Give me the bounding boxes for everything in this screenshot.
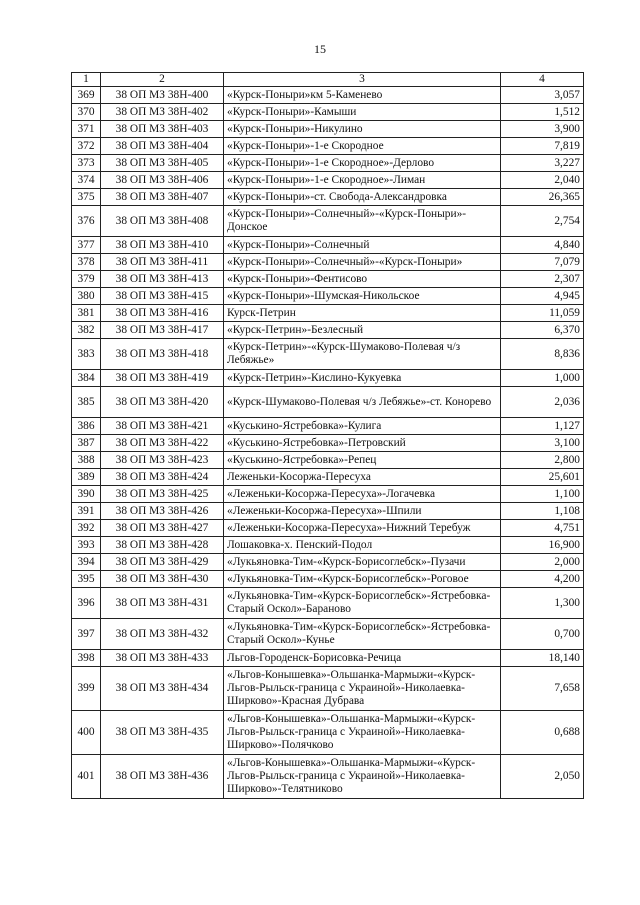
- road-length-cell: 1,000: [501, 370, 584, 387]
- road-length-cell: 26,365: [501, 189, 584, 206]
- road-name-cell: Леженьки-Косоржа-Пересуха: [224, 469, 501, 486]
- road-name-cell: «Курск-Поныри»км 5-Каменево: [224, 87, 501, 104]
- road-name-cell: «Курск-Поныри»-Фентисово: [224, 271, 501, 288]
- row-number-cell: 397: [72, 619, 101, 650]
- table-row: [72, 305, 584, 322]
- road-length-cell: 7,658: [501, 667, 584, 711]
- road-code-cell: 38 ОП МЗ 38Н-424: [101, 469, 224, 486]
- row-number-cell: 375: [72, 189, 101, 206]
- row-number-cell: 394: [72, 554, 101, 571]
- table-row: [72, 469, 584, 486]
- row-number-cell: 369: [72, 87, 101, 104]
- table-row: [72, 520, 584, 537]
- road-name-cell: «Куськино-Ястребовка»-Петровский: [224, 435, 501, 452]
- road-length-cell: 3,057: [501, 87, 584, 104]
- road-name-cell: «Лукьяновка-Тим-«Курск-Борисоглебск»-Ястребовка-Старый Оскол»-Кунье: [224, 619, 501, 650]
- road-code-cell: 38 ОП МЗ 38Н-423: [101, 452, 224, 469]
- road-name-cell: «Леженьки-Косоржа-Пересуха»-Логачевка: [224, 486, 501, 503]
- road-code-cell: 38 ОП МЗ 38Н-405: [101, 155, 224, 172]
- road-name-cell: «Курск-Поныри»-Никулино: [224, 121, 501, 138]
- road-name-cell: «Курск-Поныри»-1-е Скородное»-Лиман: [224, 172, 501, 189]
- road-code-cell: 38 ОП МЗ 38Н-417: [101, 322, 224, 339]
- table-row: [72, 155, 584, 172]
- road-length-cell: 2,040: [501, 172, 584, 189]
- road-code-cell: 38 ОП МЗ 38Н-411: [101, 254, 224, 271]
- column-header-length: 4: [501, 73, 584, 87]
- road-code-cell: 38 ОП МЗ 38Н-425: [101, 486, 224, 503]
- road-code-cell: 38 ОП МЗ 38Н-429: [101, 554, 224, 571]
- table-row: [72, 339, 584, 370]
- table-row: [72, 418, 584, 435]
- road-code-cell: 38 ОП МЗ 38Н-428: [101, 537, 224, 554]
- table-row: [72, 711, 584, 755]
- road-name-cell: «Льгов-Конышевка»-Ольшанка-Мармыжи-«Курск-Льгов-Рыльск-граница с Украиной»-Николаевка-Ширково»-Красная Дубрава: [224, 667, 501, 711]
- road-code-cell: 38 ОП МЗ 38Н-431: [101, 588, 224, 619]
- table-row: [72, 370, 584, 387]
- road-length-cell: 18,140: [501, 650, 584, 667]
- table-row: [72, 667, 584, 711]
- road-code-cell: 38 ОП МЗ 38Н-426: [101, 503, 224, 520]
- table-row: [72, 254, 584, 271]
- road-length-cell: 1,100: [501, 486, 584, 503]
- road-length-cell: 2,050: [501, 755, 584, 799]
- road-code-cell: 38 ОП МЗ 38Н-420: [101, 387, 224, 418]
- row-number-cell: 396: [72, 588, 101, 619]
- road-name-cell: «Курск-Поныри»-1-е Скородное»-Дерлово: [224, 155, 501, 172]
- table-row: [72, 503, 584, 520]
- road-code-cell: 38 ОП МЗ 38Н-403: [101, 121, 224, 138]
- table-row: [72, 104, 584, 121]
- road-code-cell: 38 ОП МЗ 38Н-430: [101, 571, 224, 588]
- table-row: [72, 237, 584, 254]
- road-code-cell: 38 ОП МЗ 38Н-416: [101, 305, 224, 322]
- road-name-cell: «Куськино-Ястребовка»-Кулига: [224, 418, 501, 435]
- road-code-cell: 38 ОП МЗ 38Н-400: [101, 87, 224, 104]
- road-name-cell: «Лукьяновка-Тим-«Курск-Борисоглебск»-Роговое: [224, 571, 501, 588]
- road-length-cell: 4,840: [501, 237, 584, 254]
- row-number-cell: 374: [72, 172, 101, 189]
- road-name-cell: «Курск-Поныри»-1-е Скородное: [224, 138, 501, 155]
- road-name-cell: «Курск-Петрин»-Безлесный: [224, 322, 501, 339]
- road-length-cell: 0,688: [501, 711, 584, 755]
- column-header-name: 3: [224, 73, 501, 87]
- row-number-cell: 372: [72, 138, 101, 155]
- road-code-cell: 38 ОП МЗ 38Н-436: [101, 755, 224, 799]
- road-name-cell: Лошаковка-х. Пенский-Подол: [224, 537, 501, 554]
- road-code-cell: 38 ОП МЗ 38Н-421: [101, 418, 224, 435]
- road-name-cell: «Лукьяновка-Тим-«Курск-Борисоглебск»-Ястребовка-Старый Оскол»-Бараново: [224, 588, 501, 619]
- row-number-cell: 380: [72, 288, 101, 305]
- road-code-cell: 38 ОП МЗ 38Н-419: [101, 370, 224, 387]
- row-number-cell: 373: [72, 155, 101, 172]
- table-row: [72, 138, 584, 155]
- road-code-cell: 38 ОП МЗ 38Н-410: [101, 237, 224, 254]
- road-name-cell: «Куськино-Ястребовка»-Репец: [224, 452, 501, 469]
- row-number-cell: 399: [72, 667, 101, 711]
- row-number-cell: 398: [72, 650, 101, 667]
- row-number-cell: 391: [72, 503, 101, 520]
- row-number-cell: 377: [72, 237, 101, 254]
- road-length-cell: 16,900: [501, 537, 584, 554]
- table-body: [72, 87, 584, 799]
- road-length-cell: 1,127: [501, 418, 584, 435]
- road-code-cell: 38 ОП МЗ 38Н-404: [101, 138, 224, 155]
- road-code-cell: 38 ОП МЗ 38Н-433: [101, 650, 224, 667]
- road-code-cell: 38 ОП МЗ 38Н-407: [101, 189, 224, 206]
- row-number-cell: 383: [72, 339, 101, 370]
- row-number-cell: 389: [72, 469, 101, 486]
- road-code-cell: 38 ОП МЗ 38Н-415: [101, 288, 224, 305]
- road-code-cell: 38 ОП МЗ 38Н-408: [101, 206, 224, 237]
- table-row: [72, 206, 584, 237]
- road-name-cell: «Курск-Шумаково-Полевая ч/з Лебяжье»-ст. Конорево: [224, 387, 501, 418]
- road-length-cell: 11,059: [501, 305, 584, 322]
- road-name-cell: «Лукьяновка-Тим-«Курск-Борисоглебск»-Пузачи: [224, 554, 501, 571]
- row-number-cell: 400: [72, 711, 101, 755]
- row-number-cell: 393: [72, 537, 101, 554]
- row-number-cell: 381: [72, 305, 101, 322]
- road-code-cell: 38 ОП МЗ 38Н-432: [101, 619, 224, 650]
- table-row: [72, 554, 584, 571]
- road-name-cell: «Леженьки-Косоржа-Пересуха»-Нижний Теребуж: [224, 520, 501, 537]
- table-row: [72, 288, 584, 305]
- table-row: [72, 189, 584, 206]
- row-number-cell: 386: [72, 418, 101, 435]
- road-name-cell: «Леженьки-Косоржа-Пересуха»-Шпили: [224, 503, 501, 520]
- road-code-cell: 38 ОП МЗ 38Н-402: [101, 104, 224, 121]
- road-length-cell: 4,751: [501, 520, 584, 537]
- row-number-cell: 390: [72, 486, 101, 503]
- road-length-cell: 1,300: [501, 588, 584, 619]
- road-length-cell: 7,079: [501, 254, 584, 271]
- road-name-cell: «Курск-Петрин»-«Курск-Шумаково-Полевая ч/з Лебяжье»: [224, 339, 501, 370]
- table-row: [72, 452, 584, 469]
- page-number: 15: [314, 42, 326, 56]
- road-name-cell: «Курск-Поныри»-Солнечный: [224, 237, 501, 254]
- table-row: [72, 619, 584, 650]
- row-number-cell: 376: [72, 206, 101, 237]
- row-number-cell: 388: [72, 452, 101, 469]
- road-name-cell: «Курск-Петрин»-Кислино-Кукуевка: [224, 370, 501, 387]
- table-row: [72, 435, 584, 452]
- table-row: [72, 537, 584, 554]
- column-header-number: 1: [72, 73, 101, 87]
- roads-table: [71, 72, 584, 799]
- row-number-cell: 395: [72, 571, 101, 588]
- road-length-cell: 7,819: [501, 138, 584, 155]
- column-header-code: 2: [101, 73, 224, 87]
- road-length-cell: 4,200: [501, 571, 584, 588]
- row-number-cell: 392: [72, 520, 101, 537]
- road-length-cell: 1,108: [501, 503, 584, 520]
- table-row: [72, 650, 584, 667]
- road-code-cell: 38 ОП МЗ 38Н-418: [101, 339, 224, 370]
- table-row: [72, 121, 584, 138]
- road-length-cell: 0,700: [501, 619, 584, 650]
- road-length-cell: 4,945: [501, 288, 584, 305]
- road-name-cell: «Курск-Поныри»-Солнечный»-«Курск-Поныри»-Донское: [224, 206, 501, 237]
- road-name-cell: «Льгов-Конышевка»-Ольшанка-Мармыжи-«Курск-Льгов-Рыльск-граница с Украиной»-Николаевка-Ширково»-Полячково: [224, 711, 501, 755]
- table-row: [72, 172, 584, 189]
- road-code-cell: 38 ОП МЗ 38Н-413: [101, 271, 224, 288]
- row-number-cell: 385: [72, 387, 101, 418]
- road-name-cell: Льгов-Городенск-Борисовка-Речица: [224, 650, 501, 667]
- road-length-cell: 2,036: [501, 387, 584, 418]
- table-row: [72, 271, 584, 288]
- road-name-cell: «Курск-Поныри»-ст. Свобода-Александровка: [224, 189, 501, 206]
- table-row: [72, 755, 584, 799]
- road-length-cell: 3,900: [501, 121, 584, 138]
- road-length-cell: 2,754: [501, 206, 584, 237]
- road-code-cell: 38 ОП МЗ 38Н-435: [101, 711, 224, 755]
- table-row: [72, 322, 584, 339]
- road-length-cell: 2,307: [501, 271, 584, 288]
- table-row: [72, 87, 584, 104]
- road-name-cell: «Курск-Поныри»-Камыши: [224, 104, 501, 121]
- row-number-cell: 378: [72, 254, 101, 271]
- road-code-cell: 38 ОП МЗ 38Н-427: [101, 520, 224, 537]
- road-length-cell: 25,601: [501, 469, 584, 486]
- road-length-cell: 1,512: [501, 104, 584, 121]
- road-length-cell: 6,370: [501, 322, 584, 339]
- table-row: [72, 486, 584, 503]
- row-number-cell: 370: [72, 104, 101, 121]
- road-name-cell: «Льгов-Конышевка»-Ольшанка-Мармыжи-«Курск-Льгов-Рыльск-граница с Украиной»-Николаевка-Ширково»-Телятниково: [224, 755, 501, 799]
- road-length-cell: 2,000: [501, 554, 584, 571]
- row-number-cell: 371: [72, 121, 101, 138]
- table-row: [72, 571, 584, 588]
- table-row: [72, 387, 584, 418]
- row-number-cell: 401: [72, 755, 101, 799]
- road-name-cell: Курск-Петрин: [224, 305, 501, 322]
- row-number-cell: 387: [72, 435, 101, 452]
- row-number-cell: 382: [72, 322, 101, 339]
- road-length-cell: 3,100: [501, 435, 584, 452]
- row-number-cell: 384: [72, 370, 101, 387]
- road-length-cell: 2,800: [501, 452, 584, 469]
- road-name-cell: «Курск-Поныри»-Шумская-Никольское: [224, 288, 501, 305]
- road-code-cell: 38 ОП МЗ 38Н-406: [101, 172, 224, 189]
- road-name-cell: «Курск-Поныри»-Солнечный»-«Курск-Поныри»: [224, 254, 501, 271]
- road-length-cell: 8,836: [501, 339, 584, 370]
- row-number-cell: 379: [72, 271, 101, 288]
- road-length-cell: 3,227: [501, 155, 584, 172]
- road-code-cell: 38 ОП МЗ 38Н-434: [101, 667, 224, 711]
- table-header-row: [72, 73, 584, 87]
- table-row: [72, 588, 584, 619]
- road-code-cell: 38 ОП МЗ 38Н-422: [101, 435, 224, 452]
